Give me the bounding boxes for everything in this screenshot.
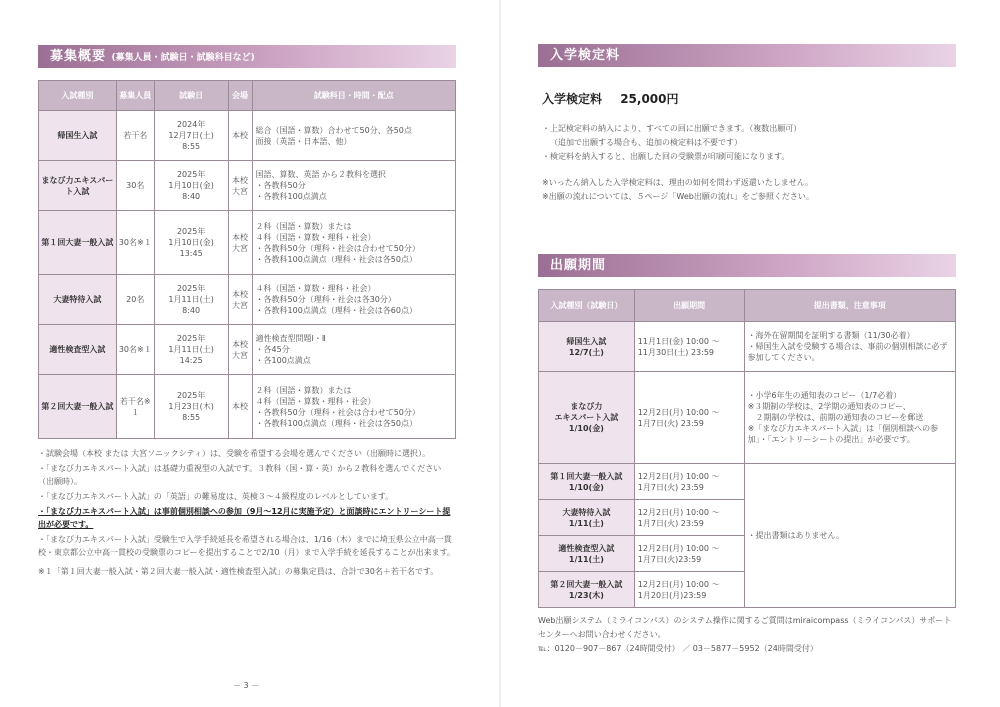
application-period bbox=[634, 372, 744, 464]
cell-line: 1/23(木) bbox=[568, 590, 604, 600]
table-row bbox=[39, 161, 456, 211]
exam-type bbox=[539, 464, 635, 500]
cell-line: 12月2日(月) 10:00 ～ bbox=[637, 471, 720, 481]
cell-line: ・各教科50分（理科・社会は各30分） bbox=[255, 295, 396, 304]
cell-line: 12月2日(月) 10:00 ～ bbox=[637, 543, 720, 553]
cell-line: 1/10(金) bbox=[568, 482, 604, 492]
cell-line: 13:45 bbox=[179, 249, 203, 258]
exam-type bbox=[539, 500, 635, 536]
capacity: 30名※１ bbox=[116, 211, 154, 275]
cell-line: ・各教科50分 bbox=[255, 181, 306, 190]
exam-type: 大妻特待入試 bbox=[39, 275, 117, 325]
cell-line: ・各45分 bbox=[255, 345, 290, 354]
cell-line: 帰国生入試 bbox=[566, 336, 607, 346]
exam-type: 第２回大妻一般入試 bbox=[39, 375, 117, 439]
capacity: 若干名 bbox=[116, 111, 154, 161]
cell-line: ・海外在留期間を証明する書類（11/30必着） bbox=[747, 331, 915, 340]
cell-line: 8:40 bbox=[182, 192, 201, 201]
cell-line: ４科（国語・算数・理科・社会） bbox=[255, 396, 376, 406]
table-row bbox=[39, 111, 456, 161]
cell-line: 国語、算数、英語 から２教科を選択 bbox=[255, 170, 387, 179]
exam-type bbox=[539, 536, 635, 572]
note: （追加で出願する場合も、追加の検定料は不要です） bbox=[550, 138, 742, 147]
cell-line: 2025年 bbox=[176, 391, 206, 400]
header-title: 募集概要 bbox=[50, 49, 107, 64]
note: ・「まなび力エキスパート入試」受験生で入学手続延長を希望される場合は、1/16（木）までに埼玉県公立中高一貫校・東京都公立中高一貫校の受験票のコピーを提出することで2/10（月）まで入学手続を延長することが出来ます。 bbox=[38, 535, 455, 557]
note: ※いったん納入した入学検定料は、理由の如何を問わず返還いたしません。 bbox=[542, 178, 814, 187]
cell-line: 12月2日(月) 10:00 ～ bbox=[637, 579, 720, 589]
cell-line: 総合（国語・算数）合わせて50分、各50点 bbox=[255, 125, 412, 135]
cell-line: エキスパート入試 bbox=[554, 413, 619, 422]
note-emphasis: ・「まなび力エキスパート入試」は事前個別相談への参加（9月～12月に実施予定）と面談時にエントリーシート提出が必要です。 bbox=[38, 507, 451, 529]
page-number: － 3 － bbox=[233, 681, 260, 690]
cell-line: 第１回大妻一般入試 bbox=[550, 471, 623, 481]
col-header: 提出書類、注意事項 bbox=[744, 290, 955, 322]
section-header-recruitment bbox=[38, 45, 456, 68]
capacity: 20名 bbox=[116, 275, 154, 325]
venue: 本校大宮 bbox=[228, 325, 252, 375]
application-period bbox=[634, 464, 744, 500]
application-period bbox=[634, 322, 744, 372]
cell-line: 8:40 bbox=[182, 306, 201, 315]
cell-line: ・各教科100点満点（理科・社会は各60点） bbox=[255, 306, 417, 315]
cell-line: 2025年 bbox=[176, 170, 206, 179]
exam-date bbox=[154, 211, 228, 275]
cell-line: 1月10日(金) bbox=[168, 181, 214, 190]
capacity: 若干名※１ bbox=[116, 375, 154, 439]
cell-line: 1月7日(火) 23:59 bbox=[637, 418, 704, 428]
recruitment-table bbox=[38, 80, 456, 439]
cell-line: ・各教科50分（理科・社会は合わせて50分） bbox=[255, 243, 420, 253]
venue: 本校 bbox=[228, 111, 252, 161]
application-period bbox=[634, 536, 744, 572]
exam-type bbox=[539, 322, 635, 372]
page-spine bbox=[499, 0, 501, 707]
cell-line: 1月11日(土) bbox=[168, 295, 214, 304]
note: ※出願の流れについては、５ページ「Web出願の流れ」をご参照ください。 bbox=[542, 192, 814, 201]
cell-line: ２期制の学校は、前期の通知表のコピーを郵送 bbox=[747, 413, 924, 422]
cell-line: ・帰国生入試を受験する場合は、事前の個別相談に必ず参加してください。 bbox=[747, 342, 948, 362]
cell-line: ※「まなび力エキスパート入試」は「個別相談への参加」・「エントリーシートの提出」が必要です。 bbox=[747, 424, 939, 444]
table-row bbox=[39, 325, 456, 375]
section-header-fee: 入学検定料 bbox=[538, 44, 956, 67]
cell-line: ４科（国語・算数・理科・社会） bbox=[255, 284, 376, 293]
table-row bbox=[539, 464, 956, 500]
col-header: 試験科目・時間・配点 bbox=[252, 81, 455, 111]
cell-line: 1/11(土) bbox=[568, 518, 604, 528]
subjects bbox=[252, 275, 455, 325]
cell-line: ・各100点満点 bbox=[255, 356, 311, 365]
capacity: 30名 bbox=[116, 161, 154, 211]
required-documents bbox=[744, 322, 955, 372]
spacer bbox=[542, 164, 956, 176]
exam-date bbox=[154, 325, 228, 375]
cell-line: 8:55 bbox=[182, 142, 201, 151]
subjects bbox=[252, 161, 455, 211]
cell-line: 大妻特待入試 bbox=[562, 507, 611, 517]
left-page bbox=[38, 0, 456, 707]
exam-type: 帰国生入試 bbox=[39, 111, 117, 161]
cell-line: 1/11(土) bbox=[568, 554, 604, 564]
subjects bbox=[252, 375, 455, 439]
exam-date bbox=[154, 161, 228, 211]
col-header: 入試種別（試験日） bbox=[539, 290, 635, 322]
cell-line: 2025年 bbox=[176, 284, 206, 293]
col-header: 試験日 bbox=[154, 81, 228, 111]
support-footer bbox=[538, 614, 956, 656]
venue: 本校大宮 bbox=[228, 275, 252, 325]
cell-line: ※３期制の学校は、2学期の通知表のコピー、 bbox=[747, 402, 911, 411]
cell-line: 面接（英語・日本語、他） bbox=[255, 136, 352, 146]
exam-type bbox=[539, 372, 635, 464]
exam-type bbox=[539, 572, 635, 608]
recruitment-notes bbox=[38, 447, 456, 580]
table-row bbox=[539, 372, 956, 464]
cell-line: ・小学6年生の通知表のコピー（1/7必着） bbox=[747, 391, 902, 400]
footer-text: Web出願システム（ミライコンパス）のシステム操作に関するご質問はmiraicompass（ミライコンパス）サポートセンターへお問い合わせください。 bbox=[538, 616, 952, 639]
application-period bbox=[634, 572, 744, 608]
subjects bbox=[252, 325, 455, 375]
note: ・「まなび力エキスパート入試」の「英語」の難易度は、英検３～４級程度のレベルとしています。 bbox=[38, 492, 394, 501]
right-page bbox=[538, 0, 956, 707]
table-row bbox=[39, 275, 456, 325]
cell-line: 適性検査型入試 bbox=[558, 543, 615, 553]
exam-date bbox=[154, 275, 228, 325]
fee-line bbox=[542, 90, 679, 107]
cell-line: 1月11日(土) bbox=[168, 345, 214, 354]
cell-line: 1月23日(木) bbox=[168, 402, 214, 411]
note: ・試験会場（本校 または 大宮ソニックシティ）は、受験を希望する会場を選んでください（出願時に選択）。 bbox=[38, 449, 430, 458]
cell-line: まなび力 bbox=[570, 402, 603, 411]
note: ・上記検定料の納入により、すべての回に出願できます。（複数出願可） bbox=[542, 124, 802, 133]
cell-line: 12月2日(月) 10:00 ～ bbox=[637, 507, 720, 517]
cell-line: ・各教科50分（理科・社会は合わせて50分） bbox=[255, 407, 420, 417]
subjects bbox=[252, 111, 455, 161]
col-header: 出願期間 bbox=[634, 290, 744, 322]
cell-line: 1月7日(火) 23:59 bbox=[637, 518, 704, 528]
cell-line: 8:55 bbox=[182, 413, 201, 422]
cell-line: 1月7日(火)23:59 bbox=[637, 554, 702, 564]
footer-phone: ℡：0120－907－867（24時間受付） ／ 03－5877－5952（24時間受付） bbox=[538, 644, 818, 653]
note: ・検定料を納入すると、出願した回の受験票が印刷可能になります。 bbox=[542, 152, 790, 161]
cell-line: 1/10(金) bbox=[568, 424, 604, 433]
cell-line: ４科（国語・算数・理科・社会） bbox=[255, 232, 376, 242]
exam-type: 適性検査型入試 bbox=[39, 325, 117, 375]
cell-line: ２科（国語・算数）または bbox=[255, 385, 352, 395]
fee-notes bbox=[542, 122, 956, 204]
cell-line: 11月30日(土) 23:59 bbox=[637, 347, 714, 357]
header-subtitle: (募集人員・試験日・試験科目など) bbox=[111, 53, 255, 63]
subjects bbox=[252, 211, 455, 275]
cell-line: 11月1日(金) 10:00 ～ bbox=[637, 336, 720, 346]
col-header: 募集人員 bbox=[116, 81, 154, 111]
venue: 本校大宮 bbox=[228, 211, 252, 275]
cell-line: 1月7日(火) 23:59 bbox=[637, 482, 704, 492]
cell-line: ・各教科100点満点（理科・社会は各50点） bbox=[255, 254, 417, 264]
required-documents bbox=[744, 372, 955, 464]
cell-line: ・各教科100点満点 bbox=[255, 192, 327, 201]
note: ※１「第１回大妻一般入試・第２回大妻一般入試・適性検査型入試」の募集定員は、合計で30名＋若干名です。 bbox=[38, 567, 439, 576]
cell-line: ２科（国語・算数）または bbox=[255, 221, 352, 231]
fee-amount: 25,000円 bbox=[620, 92, 679, 106]
exam-type: まなび力エキスパート入試 bbox=[39, 161, 117, 211]
exam-date bbox=[154, 375, 228, 439]
cell-line: 適性検査型問題Ⅰ・Ⅱ bbox=[255, 334, 326, 343]
cell-line: 14:25 bbox=[179, 356, 203, 365]
cell-line: 12/7(土) bbox=[568, 347, 604, 357]
section-header-period: 出願期間 bbox=[538, 254, 956, 277]
cell-line: 2025年 bbox=[176, 334, 206, 343]
table-row bbox=[39, 375, 456, 439]
cell-line: 12月2日(月) 10:00 ～ bbox=[637, 407, 720, 417]
fee-label: 入学検定料 bbox=[542, 92, 603, 106]
col-header: 入試種別 bbox=[39, 81, 117, 111]
cell-line: 第２回大妻一般入試 bbox=[550, 579, 623, 589]
venue: 本校 bbox=[228, 375, 252, 439]
capacity: 30名※１ bbox=[116, 325, 154, 375]
required-documents: ・提出書類はありません。 bbox=[744, 464, 955, 608]
cell-line: ・各教科100点満点（理科・社会は各50点） bbox=[255, 418, 417, 428]
col-header: 会場 bbox=[228, 81, 252, 111]
cell-line: 1月10日(金) bbox=[168, 238, 214, 247]
note: ・「まなび力エキスパート入試」は基礎力重視型の入試です。３教科（国・算・英）から２教科を選んでください（出願時）。 bbox=[38, 464, 442, 486]
table-row bbox=[39, 211, 456, 275]
cell-line: 2024年 bbox=[176, 120, 206, 129]
application-period bbox=[634, 500, 744, 536]
cell-line: 1月20日(月)23:59 bbox=[637, 590, 707, 600]
exam-type: 第１回大妻一般入試 bbox=[39, 211, 117, 275]
period-table bbox=[538, 289, 956, 608]
cell-line: 12月7日(土) bbox=[168, 131, 214, 140]
cell-line: 2025年 bbox=[176, 227, 206, 236]
table-row bbox=[539, 322, 956, 372]
venue: 本校大宮 bbox=[228, 161, 252, 211]
exam-date bbox=[154, 111, 228, 161]
